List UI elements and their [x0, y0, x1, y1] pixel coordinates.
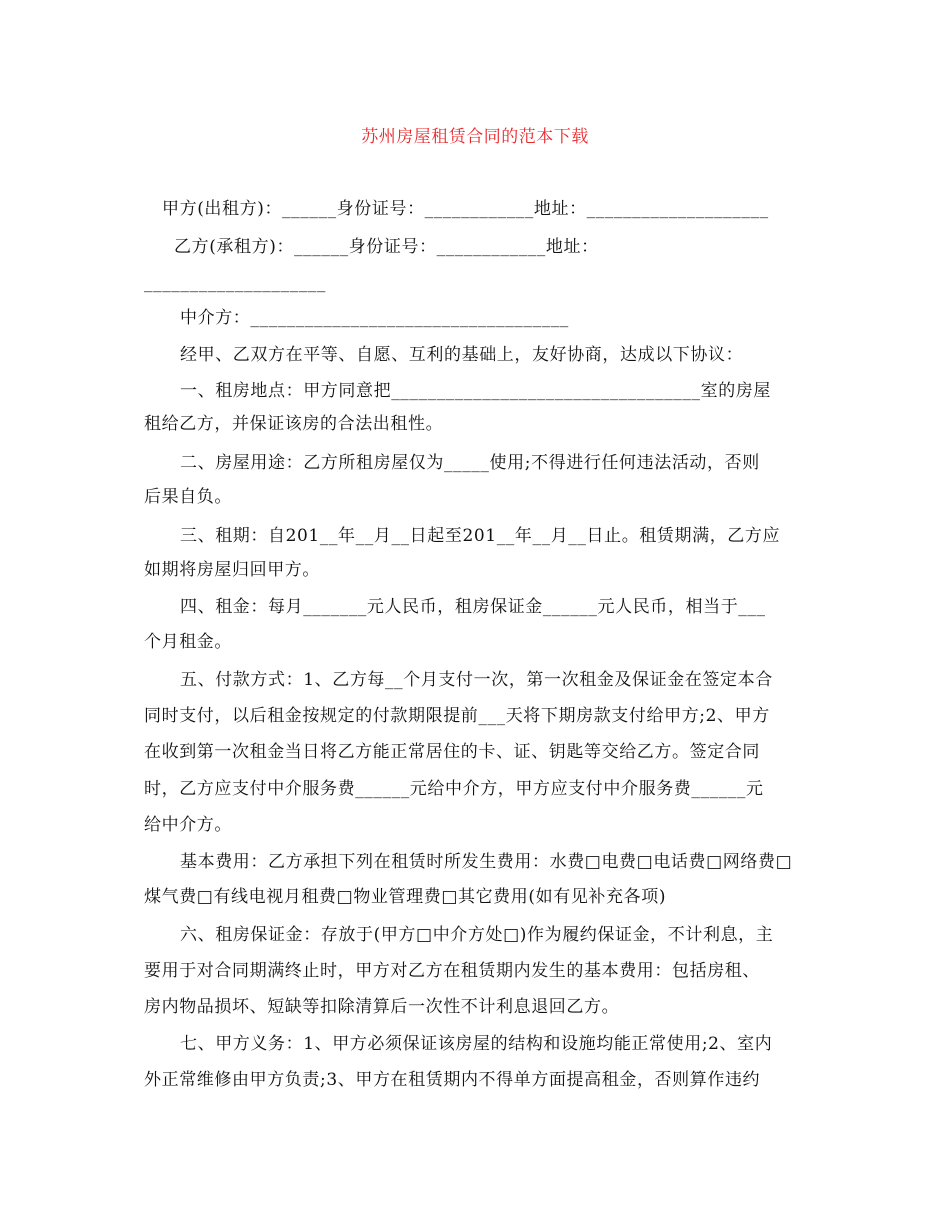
clause-5-line-3: 在收到第一次租金当日将乙方能正常居住的卡、证、钥匙等交给乙方。签定合同: [144, 742, 760, 762]
clause-1-line-1: 一、租房地点：甲方同意把__________________________________室的房屋: [180, 381, 771, 401]
clause-5-line-5: 给中介方。: [144, 815, 232, 835]
agent-line: 中介方：___________________________________: [180, 308, 569, 328]
party-b-address-line: ____________________: [144, 273, 326, 293]
clause-6-line-1: 六、租房保证金：存放于(甲方□中介方处□)作为履约保证金，不计利息，主: [180, 925, 774, 945]
clause-4-line-1: 四、租金：每月_______元人民币，租房保证金______元人民币，相当于___: [180, 597, 766, 617]
clause-5-line-1: 五、付款方式：1、乙方每__个月支付一次，第一次租金及保证金在签定本合: [180, 670, 773, 690]
document-title: 苏州房屋租赁合同的范本下载: [361, 127, 589, 147]
clause-1-line-2: 租给乙方，并保证该房的合法出租性。: [144, 414, 444, 434]
clause-2-line-1: 二、房屋用途：乙方所租房屋仅为_____使用;不得进行任何违法活动，否则: [180, 453, 760, 473]
party-a-line: 甲方(出租方)：______身份证号：____________地址：____________________: [162, 199, 769, 219]
clause-3-line-2: 如期将房屋归回甲方。: [144, 560, 320, 580]
party-b-line: 乙方(承租方)：______身份证号：____________地址：: [174, 237, 599, 257]
basic-fees-line-2: 煤气费□有线电视月租费□物业管理费□其它费用(如有见补充各项): [144, 887, 667, 907]
clause-6-line-3: 房内物品损坏、短缺等扣除清算后一次性不计利息退回乙方。: [144, 997, 620, 1017]
clause-5-line-2: 同时支付，以后租金按规定的付款期限提前___天将下期房款支付给甲方;2、甲方: [144, 706, 770, 726]
clause-5-line-4: 时，乙方应支付中介服务费______元给中介方，甲方应支付中介服务费______元: [144, 779, 764, 799]
clause-4-line-2: 个月租金。: [144, 632, 232, 652]
basic-fees-line-1: 基本费用：乙方承担下列在租赁时所发生费用：水费□电费□电话费□网络费□: [180, 852, 793, 872]
clause-7-line-2: 外正常维修由甲方负责;3、甲方在租赁期内不得单方面提高租金，否则算作违约: [144, 1070, 761, 1090]
clause-2-line-2: 后果自负。: [144, 487, 232, 507]
clause-7-line-1: 七、甲方义务：1、甲方必须保证该房屋的结构和设施均能正常使用;2、室内: [180, 1034, 773, 1054]
clause-3-line-1: 三、租期：自201__年__月__日起至201__年__月__日止。租赁期满，乙方应: [180, 526, 781, 546]
clause-6-line-2: 要用于对合同期满终止时，甲方对乙方在租赁期内发生的基本费用：包括房租、: [144, 961, 760, 981]
preamble-line: 经甲、乙双方在平等、自愿、互利的基础上，友好协商，达成以下协议：: [180, 345, 744, 365]
